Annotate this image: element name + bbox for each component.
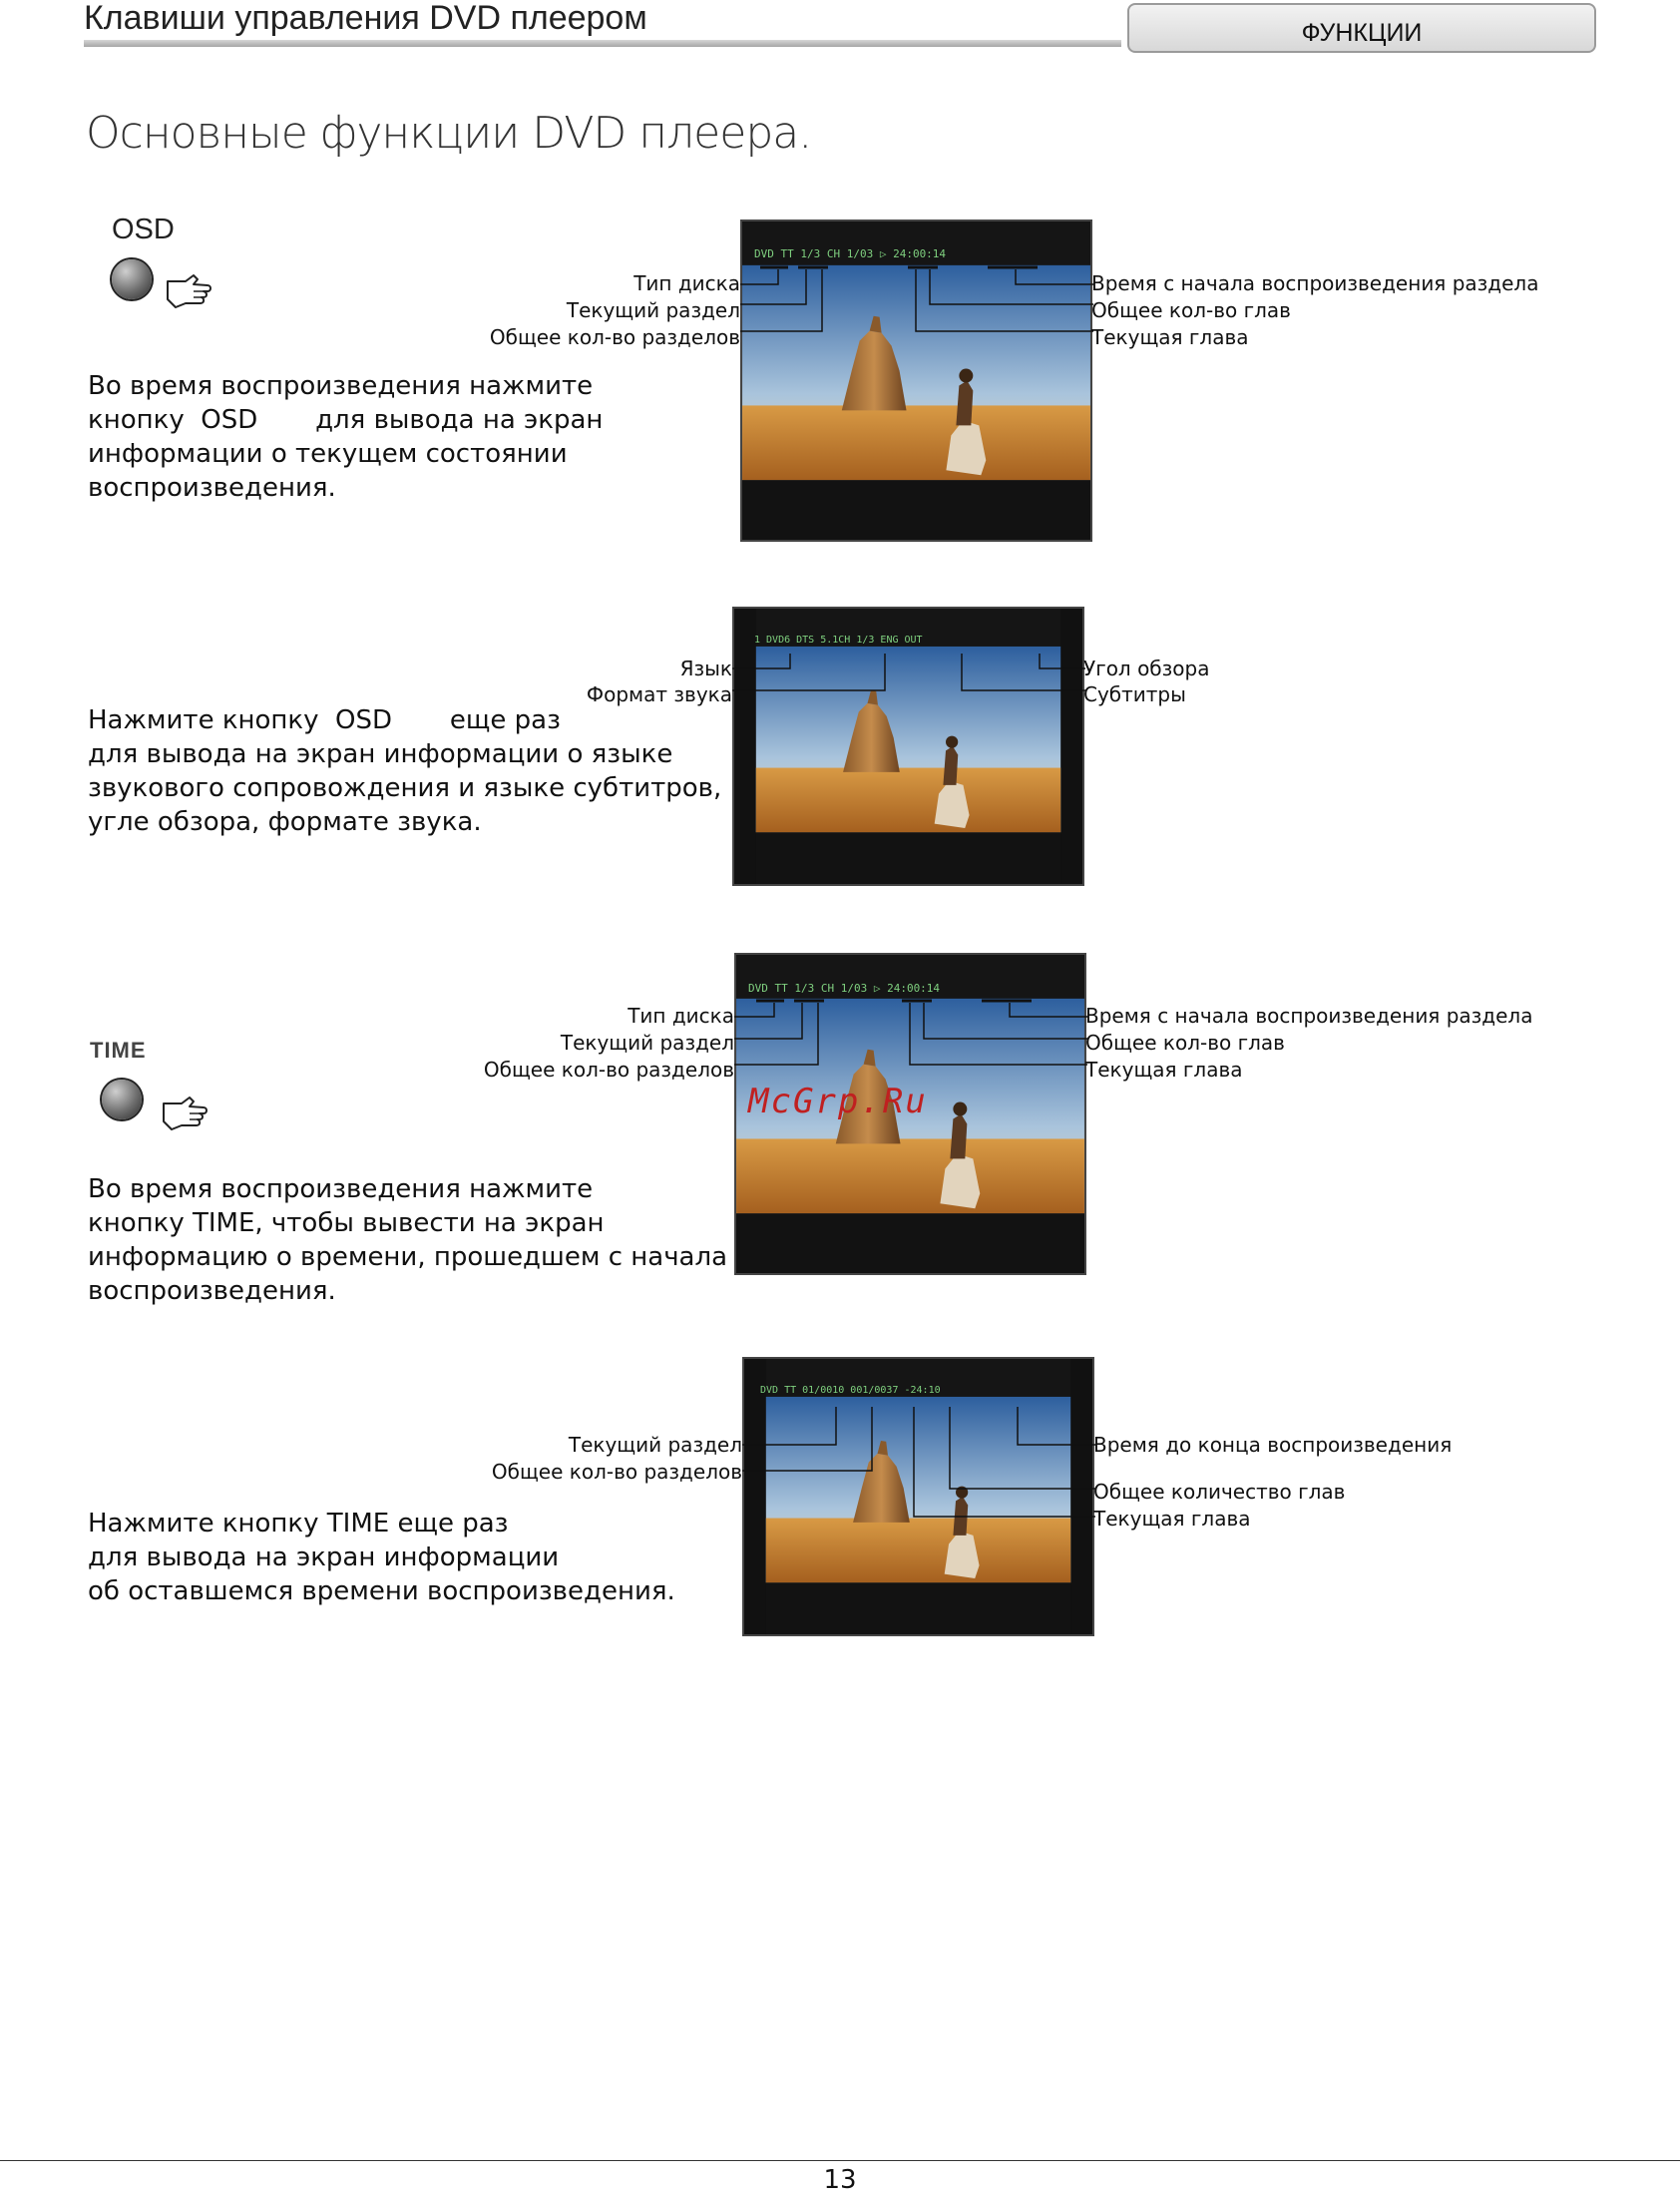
section-title: Основные функции DVD плеера. [86, 108, 812, 159]
label-elapsed-title-time: Время с начала воспроизведения раздела [1085, 1004, 1533, 1028]
label-language: Язык [679, 657, 732, 680]
block3-description: Во время воспроизведения нажмите кнопку TIME, чтобы вывести на экран информацию о времени, прошедшем с начала воспроизведения. [88, 1174, 728, 1306]
block2-description: Нажмите кнопку OSD еще раз для вывода на экран информации о языке звукового сопровождения и языке субтитров, угле обзора, формате звука. [88, 705, 722, 837]
block4-osd-bar: DVD TT 01/0010 001/0037 -24:10 [760, 1385, 941, 1396]
label-total-titles: Общее кол-во разделов [489, 325, 740, 349]
label-current-title: Текущий раздел [568, 1433, 742, 1457]
label-total-chapters: Общее кол-во глав [1085, 1031, 1285, 1055]
footer-rule [0, 2160, 1680, 2161]
block2-osd-bar: 1 DVD6 DTS 5.1CH 1/3 ENG OUT [754, 635, 923, 646]
block4-callout-lines [740, 1387, 1099, 1527]
label-current-title: Текущий раздел [560, 1031, 734, 1055]
label-remaining-time: Время до конца воспроизведения [1093, 1433, 1453, 1457]
block2-callout-lines [730, 639, 1089, 718]
label-current-chapter: Текущая глава [1093, 1507, 1251, 1531]
label-total-chapters: Общее кол-во глав [1091, 298, 1291, 322]
block1-description: Во время воспроизведения нажмите кнопку OSD для вывода на экран информации о текущем состоянии воспроизведения. [88, 371, 604, 503]
label-audio-format: Формат звука [586, 682, 732, 706]
label-total-titles: Общее кол-во разделов [491, 1460, 742, 1484]
label-subtitles: Субтитры [1083, 682, 1186, 706]
block4-description: Нажмите кнопку TIME еще раз для вывода на экран информации об оставшемся времени воспроизведения. [88, 1509, 675, 1606]
block1-callout-lines [738, 249, 1097, 349]
pointing-hand-icon [160, 1090, 211, 1133]
osd-button-label: OSD [112, 214, 175, 245]
page-number: 13 [823, 2165, 857, 2195]
page-header-title: Клавиши управления DVD плеером [84, 0, 647, 37]
header-rule [84, 40, 1121, 47]
label-disc-type: Тип диска [633, 271, 740, 295]
time-button-label: TIME [90, 1038, 147, 1063]
label-current-title: Текущий раздел [566, 298, 740, 322]
label-angle: Угол обзора [1083, 657, 1210, 680]
label-elapsed-title-time: Время с начала воспроизведения раздела [1091, 271, 1539, 295]
time-button-icon [102, 1080, 142, 1119]
label-current-chapter: Текущая глава [1085, 1058, 1243, 1082]
label-disc-type: Тип диска [628, 1004, 734, 1028]
block1-osd-bar: DVD TT 1/3 CH 1/03 ▷ 24:00:14 [754, 247, 947, 260]
label-current-chapter: Текущая глава [1091, 325, 1249, 349]
watermark: McGrp.Ru [748, 1082, 928, 1121]
label-total-chapters: Общее количество глав [1093, 1480, 1346, 1504]
pointing-hand-icon [164, 267, 215, 311]
osd-button-icon [112, 259, 152, 299]
section-tab: ФУНКЦИИ [1127, 3, 1596, 53]
block3-osd-bar: DVD TT 1/3 CH 1/03 ▷ 24:00:14 [748, 982, 941, 995]
label-total-titles: Общее кол-во разделов [483, 1058, 734, 1082]
block3-callout-lines [732, 983, 1091, 1083]
